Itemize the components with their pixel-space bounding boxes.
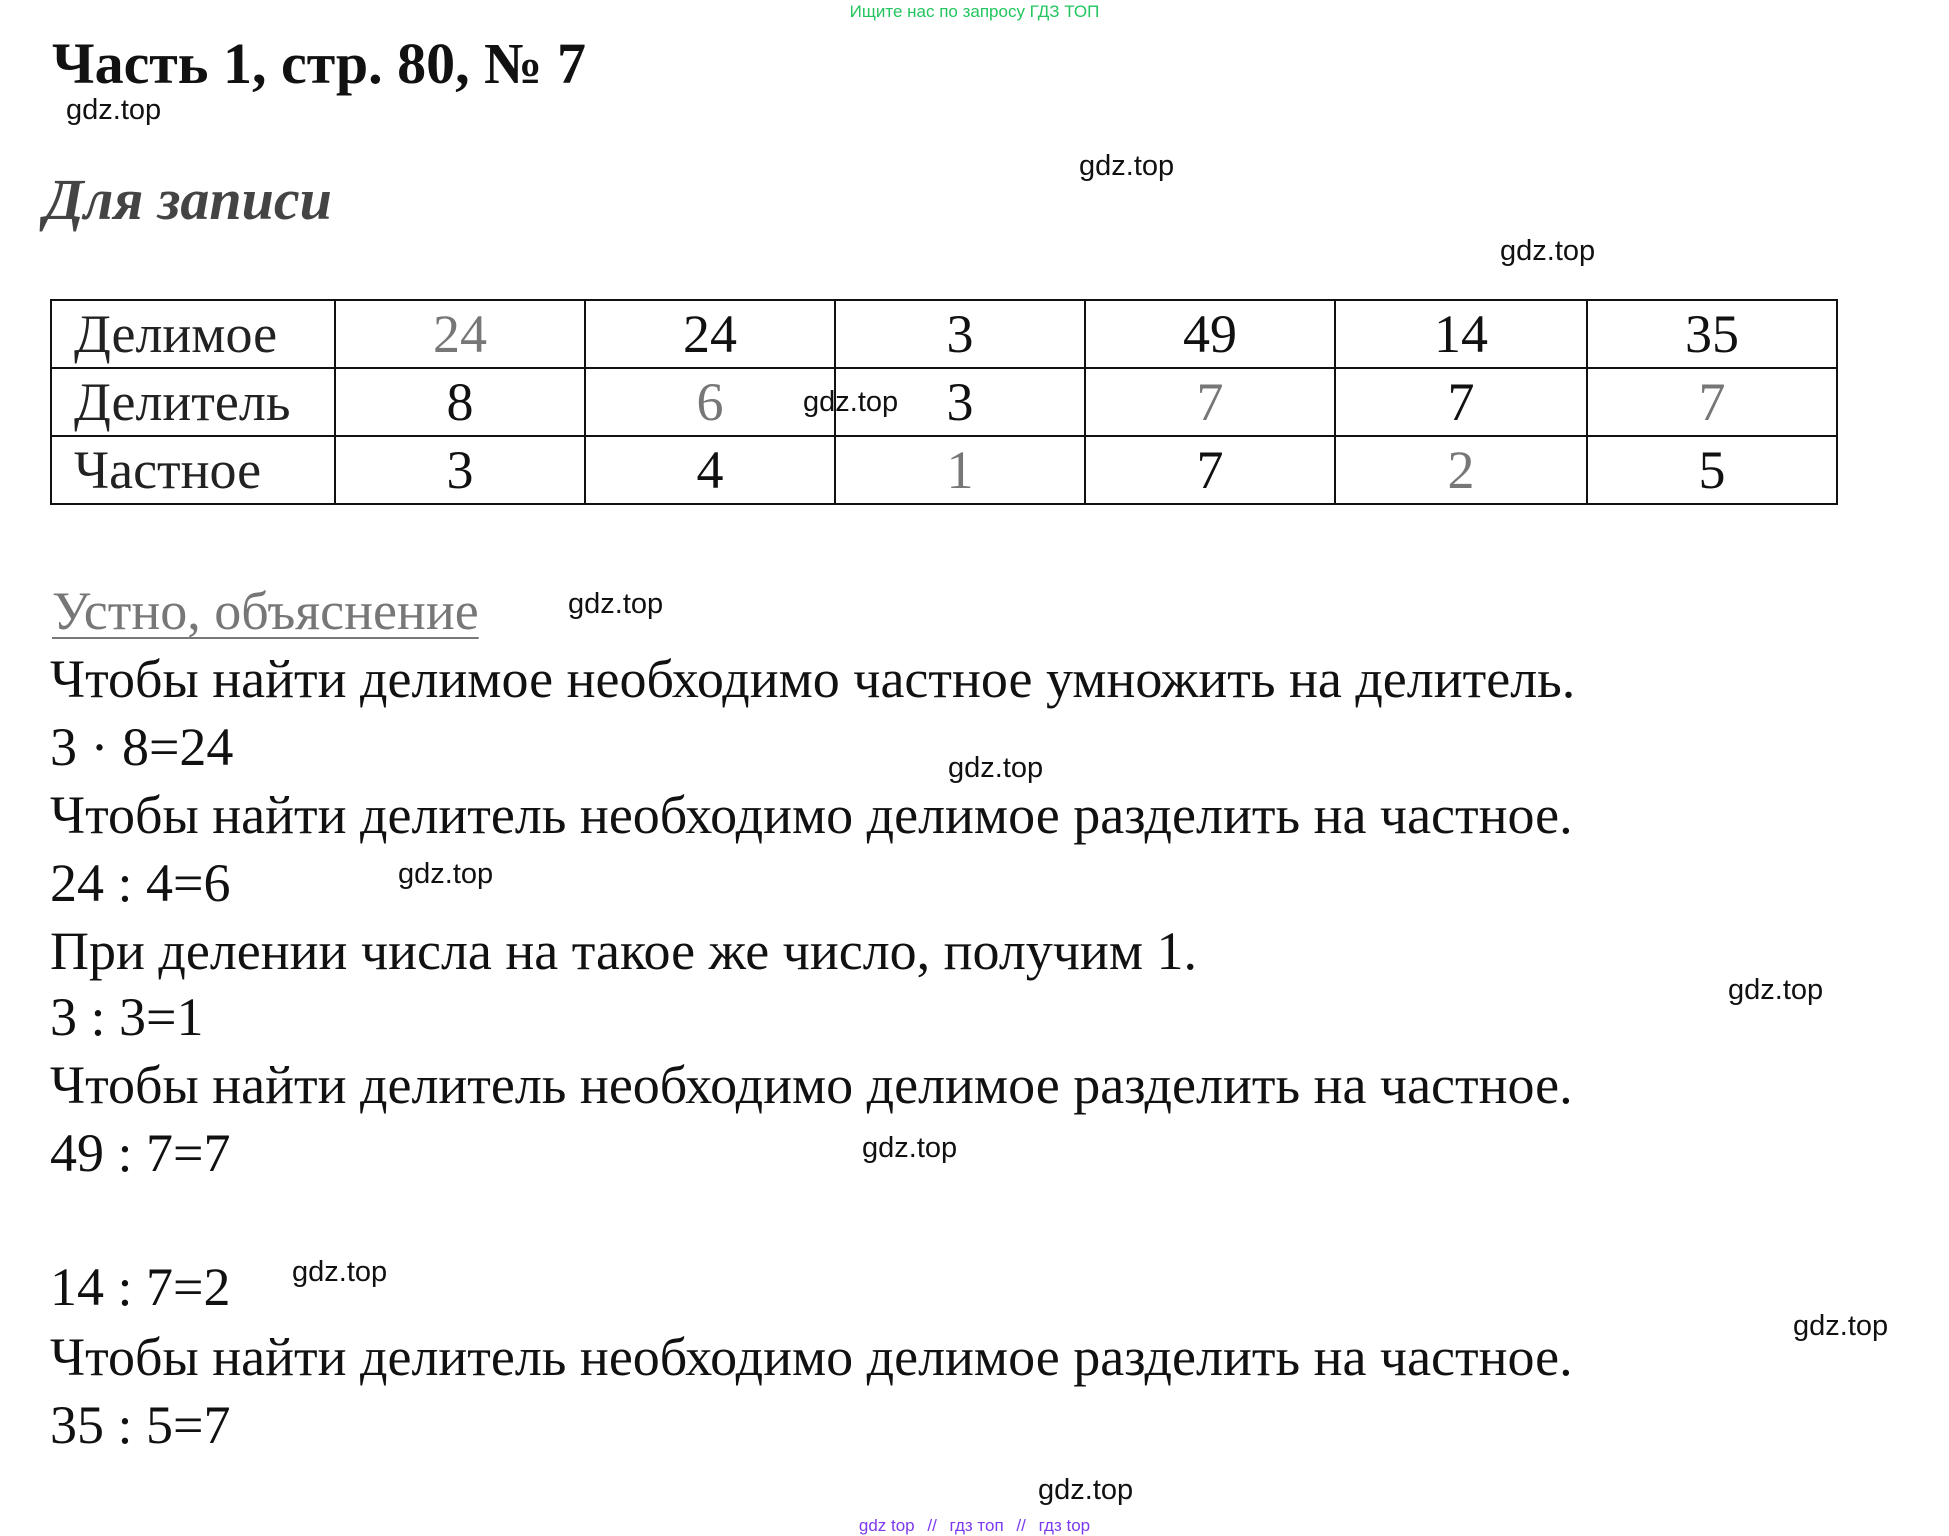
watermark: gdz.top (948, 752, 1044, 784)
table-cell: 7 (1085, 368, 1335, 436)
watermark: gdz.top (568, 588, 664, 620)
watermark: gdz.top (1079, 150, 1175, 182)
footer-links (0, 1516, 1949, 1536)
watermark: gdz.top (803, 386, 899, 418)
watermark: gdz.top (1793, 1310, 1889, 1342)
table-cell: 7 (1335, 368, 1587, 436)
table-cell: 49 (1085, 300, 1335, 368)
explanation-line: Чтобы найти делитель необходимо делимое разделить на частное. (50, 1055, 1573, 1115)
equation-line: 49 : 7=7 (50, 1123, 231, 1183)
table-cell: 24 (335, 300, 585, 368)
explanation-line: Чтобы найти делитель необходимо делимое разделить на частное. (50, 1327, 1573, 1387)
section-subtitle: Для записи (44, 167, 332, 232)
page-title: Часть 1, стр. 80, № 7 (52, 31, 586, 96)
division-table (50, 299, 1838, 505)
watermark: gdz.top (292, 1256, 388, 1288)
table-row-divisor (51, 368, 1837, 436)
table-row-dividend (51, 300, 1837, 368)
equation-line: 24 : 4=6 (50, 853, 231, 913)
watermark: gdz.top (1500, 235, 1596, 267)
equation-line: 3 · 8=24 (50, 717, 234, 777)
table-cell: 14 (1335, 300, 1587, 368)
row-label: Делитель (51, 368, 335, 436)
table-row-quotient (51, 436, 1837, 504)
table-cell: 24 (585, 300, 835, 368)
table-cell: 6 (585, 368, 835, 436)
row-label: Делимое (51, 300, 335, 368)
watermark: gdz.top (1728, 974, 1824, 1006)
footer-separator: // (1016, 1516, 1026, 1535)
table-cell: 7 (1587, 368, 1837, 436)
table-cell: 5 (1587, 436, 1837, 504)
table-cell: 35 (1587, 300, 1837, 368)
explanation-heading: Устно, объяснение (52, 581, 479, 641)
table-cell: 4 (585, 436, 835, 504)
table-cell: 3 (835, 300, 1085, 368)
explanation-line: При делении числа на такое же число, получим 1. (50, 921, 1197, 981)
row-label: Частное (51, 436, 335, 504)
footer-link-gdz-top[interactable]: gdz top (858, 1516, 915, 1535)
search-hint-banner[interactable]: Ищите нас по запросу ГДЗ ТОП (849, 2, 1100, 21)
table-cell: 1 (835, 436, 1085, 504)
footer-link-gdz-top-ru[interactable]: гдз топ (949, 1516, 1004, 1535)
footer-link-gdz-top-mixed[interactable]: гдз top (1038, 1516, 1091, 1535)
table-cell: 8 (335, 368, 585, 436)
footer-separator: // (927, 1516, 937, 1535)
explanation-line: Чтобы найти делимое необходимо частное умножить на делитель. (50, 649, 1576, 709)
explanation-line: Чтобы найти делитель необходимо делимое разделить на частное. (50, 785, 1573, 845)
table-cell: 3 (835, 368, 1085, 436)
watermark: gdz.top (66, 94, 162, 126)
equation-line: 14 : 7=2 (50, 1257, 231, 1317)
watermark: gdz.top (1038, 1474, 1134, 1506)
table-cell: 7 (1085, 436, 1335, 504)
table-cell: 3 (335, 436, 585, 504)
equation-line: 35 : 5=7 (50, 1395, 231, 1455)
table-cell: 2 (1335, 436, 1587, 504)
equation-line: 3 : 3=1 (50, 987, 204, 1047)
watermark: gdz.top (398, 858, 494, 890)
watermark: gdz.top (862, 1132, 958, 1164)
